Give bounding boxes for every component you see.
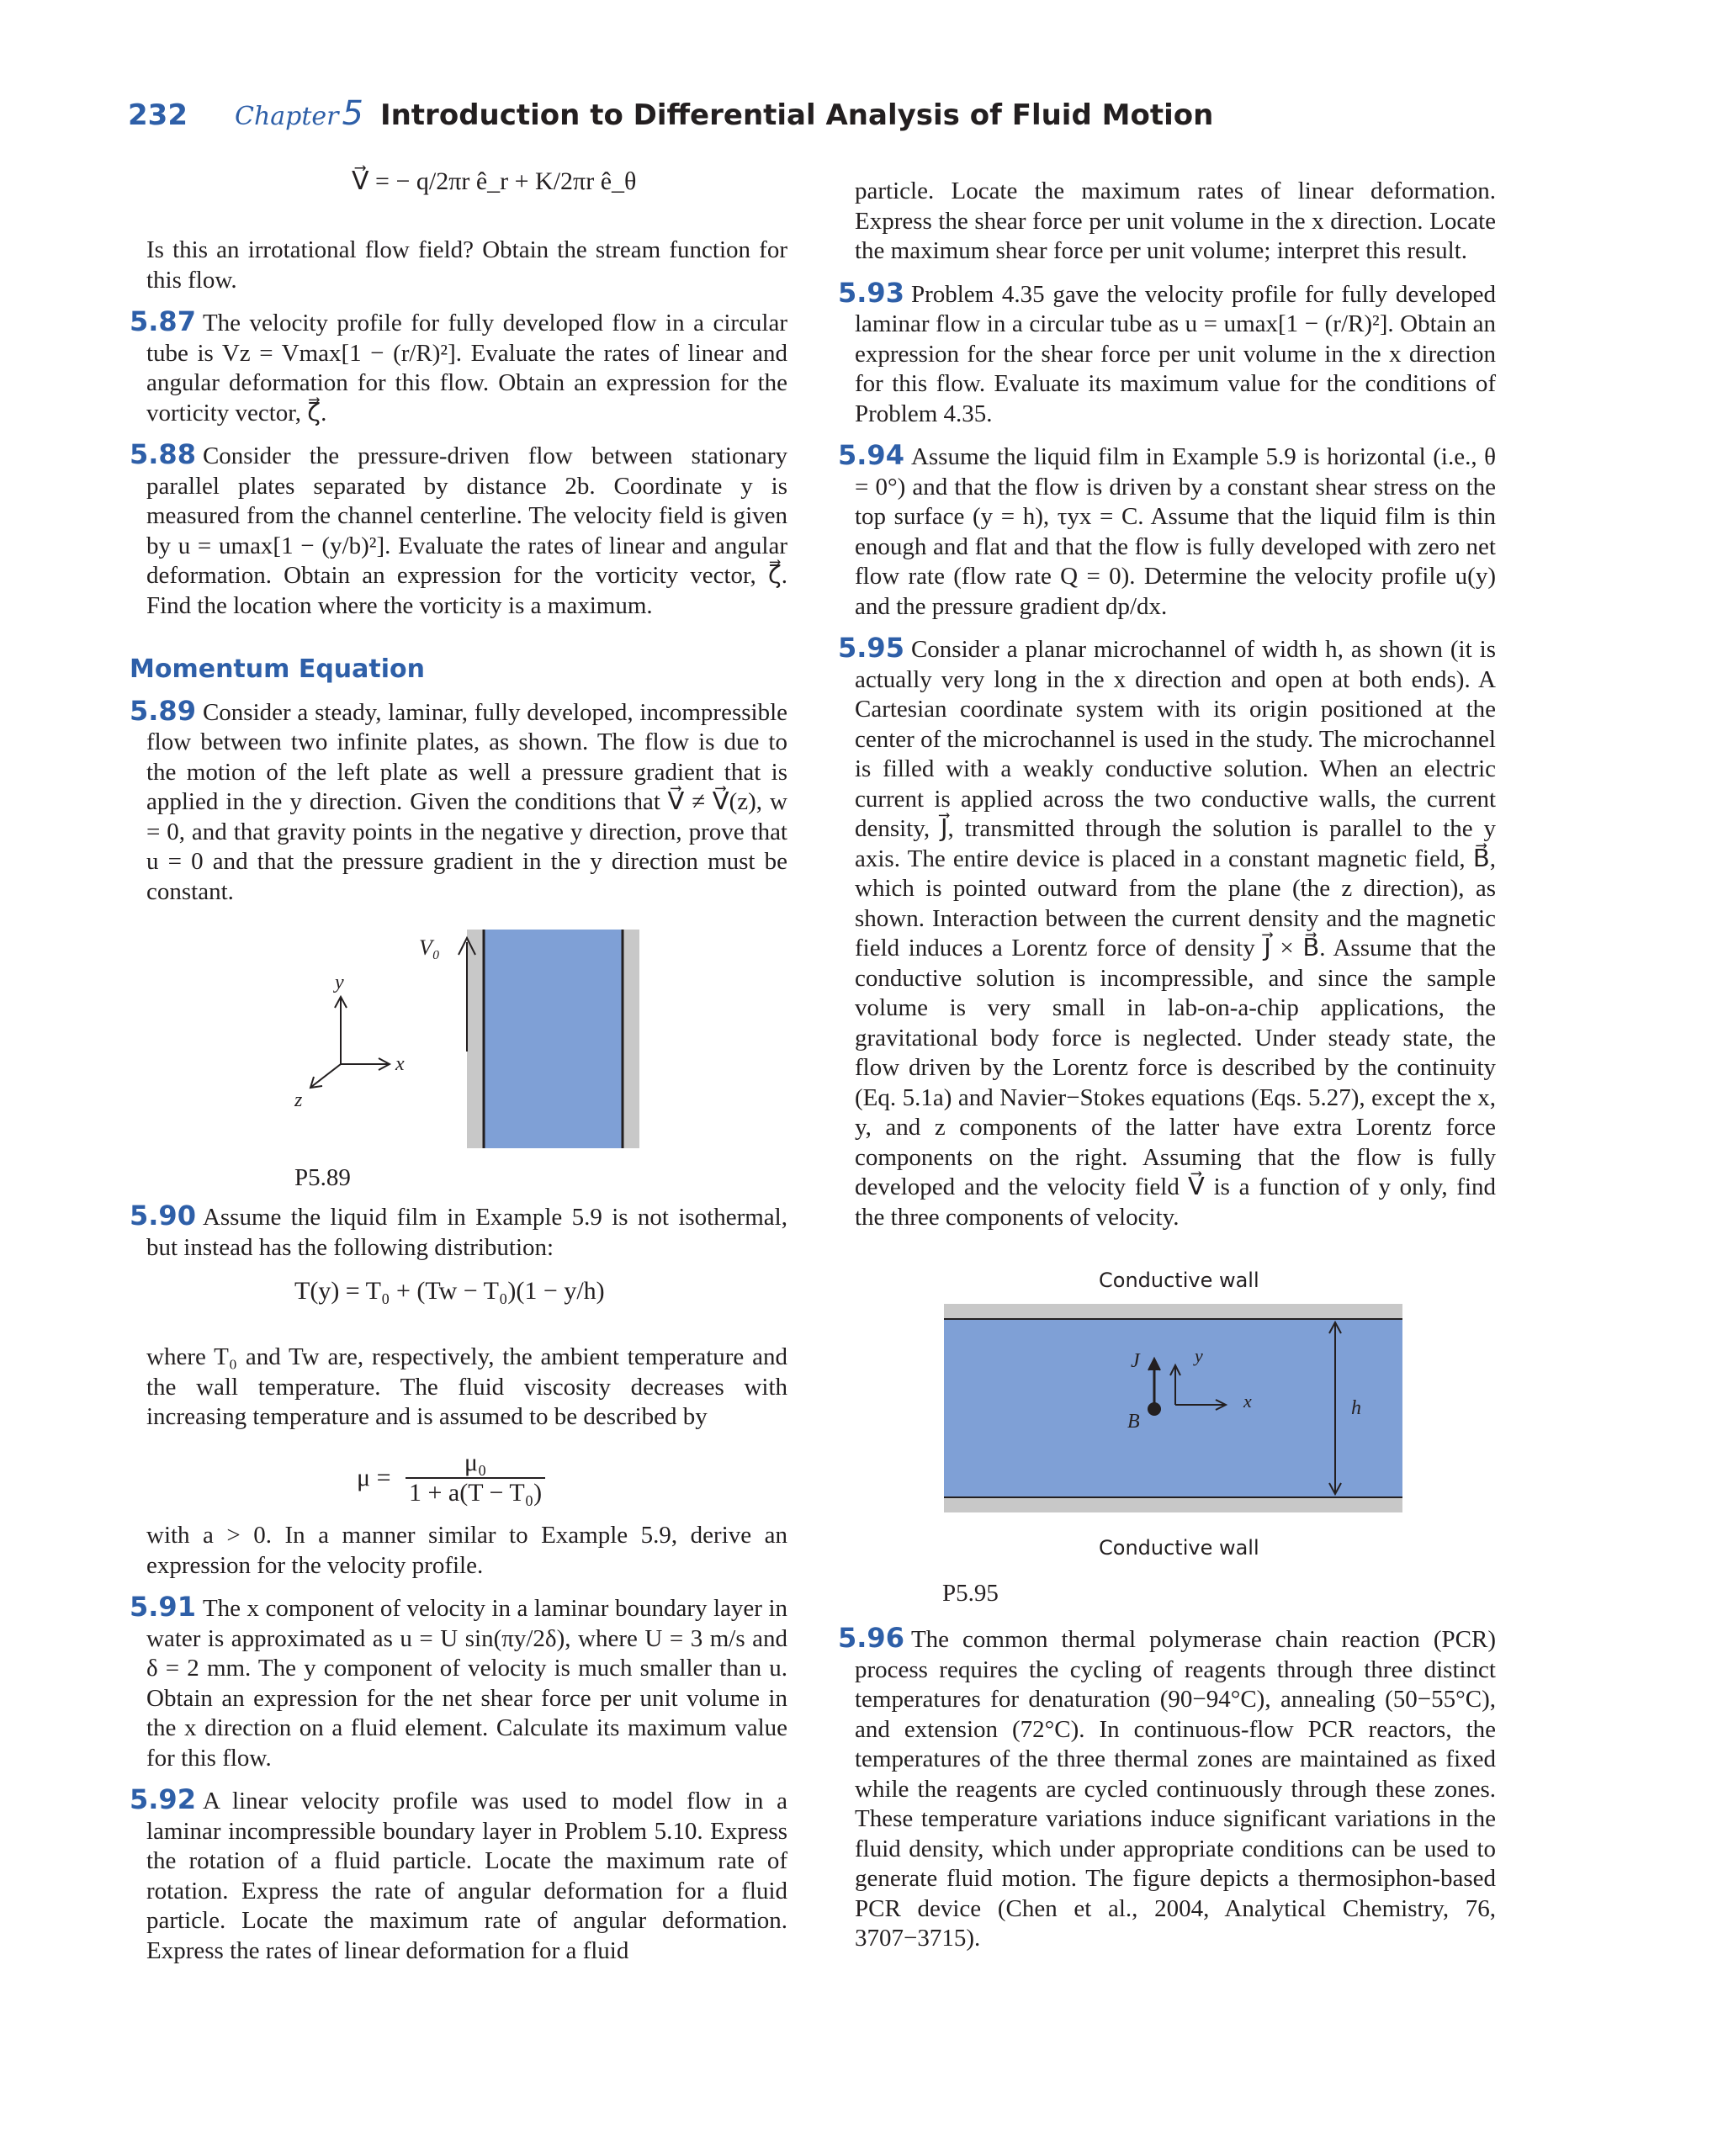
problem-number: 5.92 xyxy=(130,1783,196,1815)
chapter-label: Chapter xyxy=(234,102,339,131)
page-number: 232 xyxy=(128,98,188,132)
problem-text: Problem 4.35 gave the velocity profile for fully developed laminar flow in a circular tube as u = umax[1 − (r/R)²]. Obtain an expression for the shear force per unit volume in the x direction for this flow. Evaluate its maximum value for the conditions of Problem 4.35. xyxy=(855,280,1496,427)
paragraph-5-92-continued: particle. Locate the maximum rates of linear deformation. Express the shear force per unit volume in the x direction. Locate the maximum shear force per unit volume; interpret this result. xyxy=(855,177,1496,264)
problem-text: The velocity profile for fully developed flow in a circular tube is Vz = Vmax[1 − (r/R)²]. Evaluate the rates of linear and angular deformation for this flow. Obtain an expression for the vorticity vector, ζ⃗. xyxy=(146,310,787,426)
paragraph-viscosity-intro: where T₀ and Tw are, respectively, the ambient temperature and the wall temperature. The fluid viscosity decreases with increasing temperature and is assumed to be described by xyxy=(146,1343,787,1430)
problem-text: The x component of velocity in a laminar boundary layer in water is approximated as u = U sin(πy/2δ), where U = 3 m/s and δ = 2 mm. The y component of velocity is much smaller than u. Obtain an expression for the net shear force per unit volume in the x direction on a fluid element. Calculate its maximum value for this flow. xyxy=(146,1595,787,1772)
top-wall-label: Conductive wall xyxy=(1099,1269,1259,1292)
problem-text: Consider the pressure-driven flow between stationary parallel plates separated by distance 2b. Coordinate y is measured from the channel centerline. The velocity field is given by u = umax[1 − (y/b)²]. Evaluate the rates of linear and angular deformation. Obtain an expression for the vorticity vector, ζ⃗. Find the location where the vorticity is a maximum. xyxy=(146,442,787,619)
chapter-number: 5 xyxy=(342,94,363,133)
paragraph-irrotational: Is this an irrotational flow field? Obtain the stream function for this flow. xyxy=(146,236,787,294)
problem-number: 5.94 xyxy=(838,439,904,471)
viscosity-lhs: μ = xyxy=(357,1464,391,1491)
moving-plate xyxy=(467,930,484,1148)
viscosity-fraction xyxy=(406,1449,545,1507)
problem-5-94 xyxy=(838,439,1496,622)
left-column-top xyxy=(130,236,787,907)
problem-5-93 xyxy=(838,276,1496,430)
channel-fluid xyxy=(944,1319,1402,1497)
right-column-top xyxy=(838,177,1496,1232)
problem-5-92 xyxy=(130,1783,787,1966)
x-label: x xyxy=(395,1053,405,1075)
j-label: J⃗ xyxy=(1131,1350,1156,1372)
z-axis-arrow xyxy=(311,1064,341,1087)
fluid-region xyxy=(484,930,623,1148)
h-label: h xyxy=(1351,1397,1361,1419)
problem-5-95 xyxy=(838,632,1496,1232)
problem-text: The common thermal polymerase chain reaction (PCR) process requires the cycling of reagents through three distinct temperatures for denaturation (90−94°C), annealing (50−55°C), and extension (72°C). In continuous-flow PCR reactors, the temperatures of the three thermal zones are maintained as fixed while the reagents are cycled continuously through these zones. These temperature variations induce significant variations in the fluid density, which under appropriate conditions can be used to generate fluid motion. The figure depicts a thermosiphon-based PCR device (Chen et al., 2004, Analytical Chemistry, 76, 3707−3715). xyxy=(855,1626,1496,1952)
problem-5-89 xyxy=(130,694,787,908)
viscosity-denominator: 1 + a(T − T₀) xyxy=(409,1479,543,1507)
z-label: z xyxy=(294,1089,303,1111)
fixed-plate xyxy=(623,930,639,1148)
problem-number: 5.96 xyxy=(838,1622,904,1654)
problem-5-96 xyxy=(838,1622,1496,1954)
figure-p5-95 xyxy=(944,1300,1415,1527)
problem-number: 5.95 xyxy=(838,632,904,664)
equation-velocity: V⃗ = − q/2πr ê_r + K/2πr ê_θ xyxy=(352,167,637,195)
problem-number: 5.87 xyxy=(130,305,196,337)
problem-text: Assume the liquid film in Example 5.9 is horizontal (i.e., θ = 0°) and that the flow is driven by a constant shear stress on the top surface (y = h), τyx = C. Assume that the liquid film is thin enough and flat and that the flow is fully developed with zero net flow rate (flow rate Q = 0). Determine the velocity profile u(y) and the pressure gradient dp/dx. xyxy=(855,443,1496,620)
equation-viscosity xyxy=(357,1449,545,1507)
figure-caption-p5-89: P5.89 xyxy=(294,1164,351,1191)
problem-5-90 xyxy=(130,1200,787,1263)
problem-5-88 xyxy=(130,438,787,621)
problem-text: Consider a steady, laminar, fully developed, incompressible flow between two infinite plates, as shown. The flow is due to the motion of the left plate as well a pressure gradient that is applied in the y direction. Given the conditions that V⃗ ≠ V⃗(z), w = 0, and that gravity points in the negative y direction, prove that u = 0 and that the pressure gradient in the y direction must be constant. xyxy=(146,698,787,905)
problem-number: 5.88 xyxy=(130,438,196,470)
problem-text: Assume the liquid film in Example 5.9 is not isothermal, but instead has the following distribution: xyxy=(146,1204,787,1261)
running-header xyxy=(128,94,1213,136)
left-column-bottom xyxy=(130,1521,787,1966)
problem-5-87 xyxy=(130,305,787,428)
section-heading: Momentum Equation xyxy=(130,654,425,684)
equation-temperature: T(y) = T₀ + (Tw − T₀)(1 − y/h) xyxy=(294,1277,605,1305)
problem-number: 5.91 xyxy=(130,1591,196,1623)
problem-number: 5.89 xyxy=(130,694,196,727)
problem-number: 5.93 xyxy=(838,276,904,309)
left-column-mid2 xyxy=(146,1343,787,1433)
y-label: y xyxy=(335,972,344,993)
viscosity-numerator: μ₀ xyxy=(406,1449,545,1479)
problem-text: Consider a planar microchannel of width h, as shown (it is actually very long in the x direction and open at both ends). A Cartesian coordinate system with its origin positioned at the center of the microchannel is used in the study. The microchannel is filled with a weakly conductive solution. When an electric current is applied across the two conductive walls, the current density, J⃗, transmitted through the solution is parallel to the y axis. The entire device is placed in a constant magnetic field, B⃗, which is pointed outward from the plane (the z direction), as shown. Interaction between the current density and the magnetic field induces a Lorentz force of density J⃗ × B⃗. Assume that the conductive solution is incompressible, and since the sample volume is very small in lab-on-a-chip applications, the gravitational body force is neglected. Under steady state, the flow driven by the Lorentz force is described by the continuity (Eq. 5.1a) and Navier−Stokes equations (Eqs. 5.27), except the x, y, and z components of the latter have extra Lorentz force components on the right. Assuming that the flow is fully developed and the velocity field V⃗ is a function of y only, find the three components of velocity. xyxy=(855,636,1496,1231)
v0-label: V₀ xyxy=(419,935,440,960)
right-column-bottom xyxy=(838,1622,1496,1954)
b-label: B⃗ xyxy=(1127,1411,1156,1433)
y-label: y xyxy=(1195,1345,1203,1366)
problem-number: 5.90 xyxy=(130,1200,196,1232)
chapter-title: Introduction to Differential Analysis of Fluid Motion xyxy=(379,98,1214,132)
paragraph-velocity-profile: with a > 0. In a manner similar to Example 5.9, derive an expression for the velocity profile. xyxy=(146,1522,787,1579)
left-column-mid xyxy=(130,1200,787,1263)
problem-5-91 xyxy=(130,1591,787,1773)
bottom-wall-label: Conductive wall xyxy=(1099,1536,1259,1560)
bottom-conductive-wall xyxy=(944,1497,1402,1512)
figure-caption-p5-95: P5.95 xyxy=(942,1580,999,1607)
top-conductive-wall xyxy=(944,1304,1402,1319)
x-label: x xyxy=(1243,1391,1252,1412)
problem-text: A linear velocity profile was used to model flow in a laminar incompressible boundary layer in Problem 5.10. Express the rotation of a fluid particle. Locate the maximum rate of rotation. Express the rate of angular deformation for a fluid particle. Locate the maximum rate of angular deformation. Express the rates of linear deformation for a fluid xyxy=(146,1788,787,1964)
figure-p5-89 xyxy=(278,925,665,1152)
